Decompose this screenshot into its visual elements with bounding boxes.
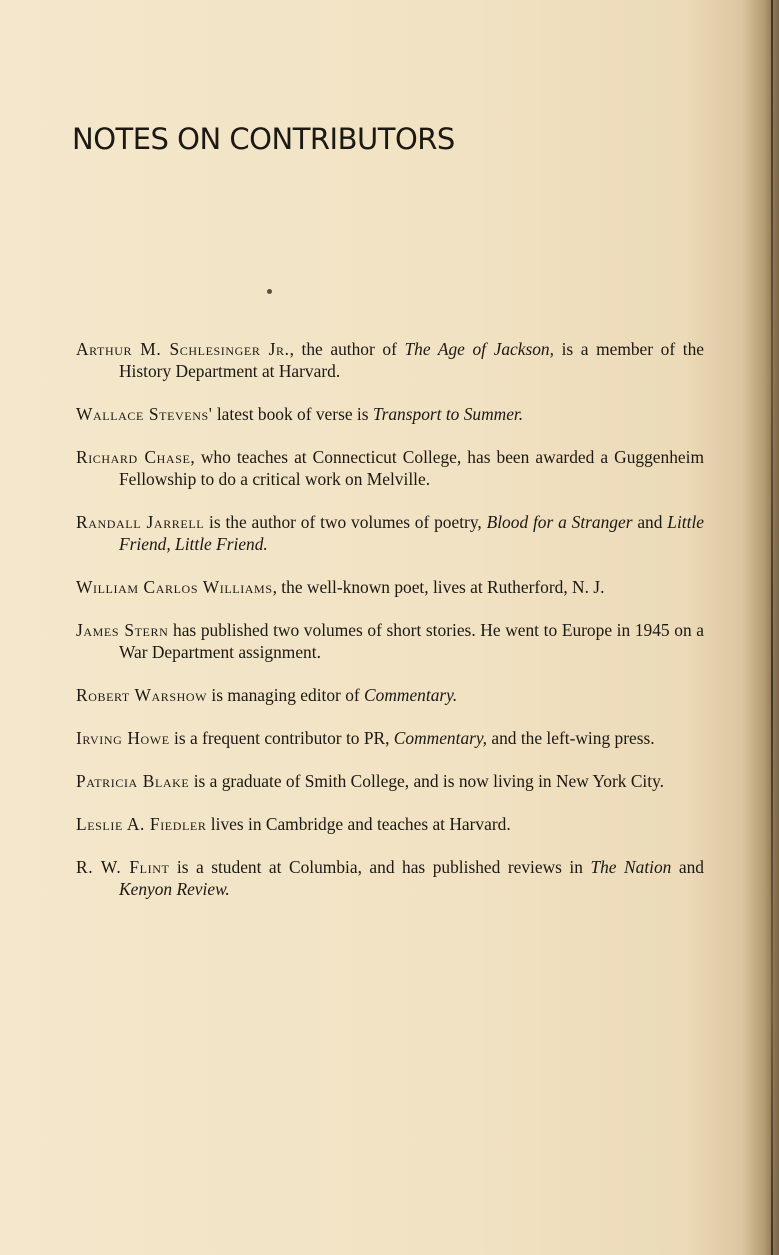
contributor-entry	[76, 511, 704, 555]
contributor-name: Randall Jarrell	[76, 512, 205, 532]
entry-text: has published two volumes of short stories. He went to Europe in 1945 on a War Department assignment.	[119, 620, 705, 662]
contributor-name: Richard Chase	[76, 447, 191, 467]
contributor-entry	[76, 727, 704, 749]
contributor-name: Arthur M. Schlesinger Jr.	[76, 339, 290, 359]
magazine-title: The Nation	[590, 857, 672, 877]
entry-text: , the well-known poet, lives at Rutherford, N. J.	[272, 577, 605, 597]
contributor-name: James Stern	[76, 620, 169, 640]
contributor-entry	[76, 338, 704, 382]
contributor-name: Irving Howe	[76, 728, 170, 748]
contributor-name: Robert Warshow	[76, 685, 208, 705]
entry-text: is a graduate of Smith College, and is now living in New York City.	[189, 771, 665, 791]
ornament-dot	[267, 289, 272, 294]
contributor-entry	[76, 684, 704, 706]
contributor-entry	[76, 576, 704, 598]
contributor-list	[76, 338, 704, 921]
contributor-entry	[76, 446, 704, 490]
entry-text: and the left-wing press.	[487, 728, 655, 748]
entry-text: and	[671, 857, 704, 877]
book-title: Little Friend, Little Friend.	[119, 512, 704, 554]
contributor-name: Leslie A. Fiedler	[76, 814, 207, 834]
page-title: NOTES ON CONTRIBUTORS	[72, 122, 455, 156]
magazine-title: Commentary,	[393, 728, 488, 748]
entry-text: , the author of	[289, 339, 405, 359]
magazine-title: Kenyon Review.	[119, 879, 230, 899]
entry-text: is a student at Columbia, and has published reviews in	[169, 857, 591, 877]
entry-text: is the author of two volumes of poetry,	[204, 512, 487, 532]
book-title: Transport to Summer.	[372, 404, 524, 424]
contributor-entry	[76, 403, 704, 425]
entry-text: is a member of the History Department at Harvard.	[119, 339, 704, 381]
page-edge-shadow	[741, 0, 779, 1255]
magazine-title: Commentary.	[364, 685, 458, 705]
entry-text: latest book of verse is	[212, 404, 373, 424]
entry-text: , who teaches at Connecticut College, has been awarded a Guggenheim Fellowship to do a critical work on Melville.	[119, 447, 704, 489]
entry-text: is managing editor of	[207, 685, 365, 705]
entry-text: and	[632, 512, 668, 532]
contributor-entry	[76, 619, 704, 663]
contributor-name: Wallace Stevens'	[76, 404, 213, 424]
contributor-entry	[76, 770, 704, 792]
contributor-entry	[76, 856, 704, 900]
contributor-name: William Carlos Williams	[76, 577, 273, 597]
entry-text: lives in Cambridge and teaches at Harvard.	[206, 814, 511, 834]
book-title: Blood for a Stranger	[486, 512, 633, 532]
book-title: The Age of Jackson,	[404, 339, 554, 359]
entry-text: is a frequent contributor to PR,	[169, 728, 394, 748]
contributor-name: Patricia Blake	[76, 771, 190, 791]
contributor-entry	[76, 813, 704, 835]
contributor-name: R. W. Flint	[76, 857, 170, 877]
page-edge-line	[771, 0, 773, 1255]
